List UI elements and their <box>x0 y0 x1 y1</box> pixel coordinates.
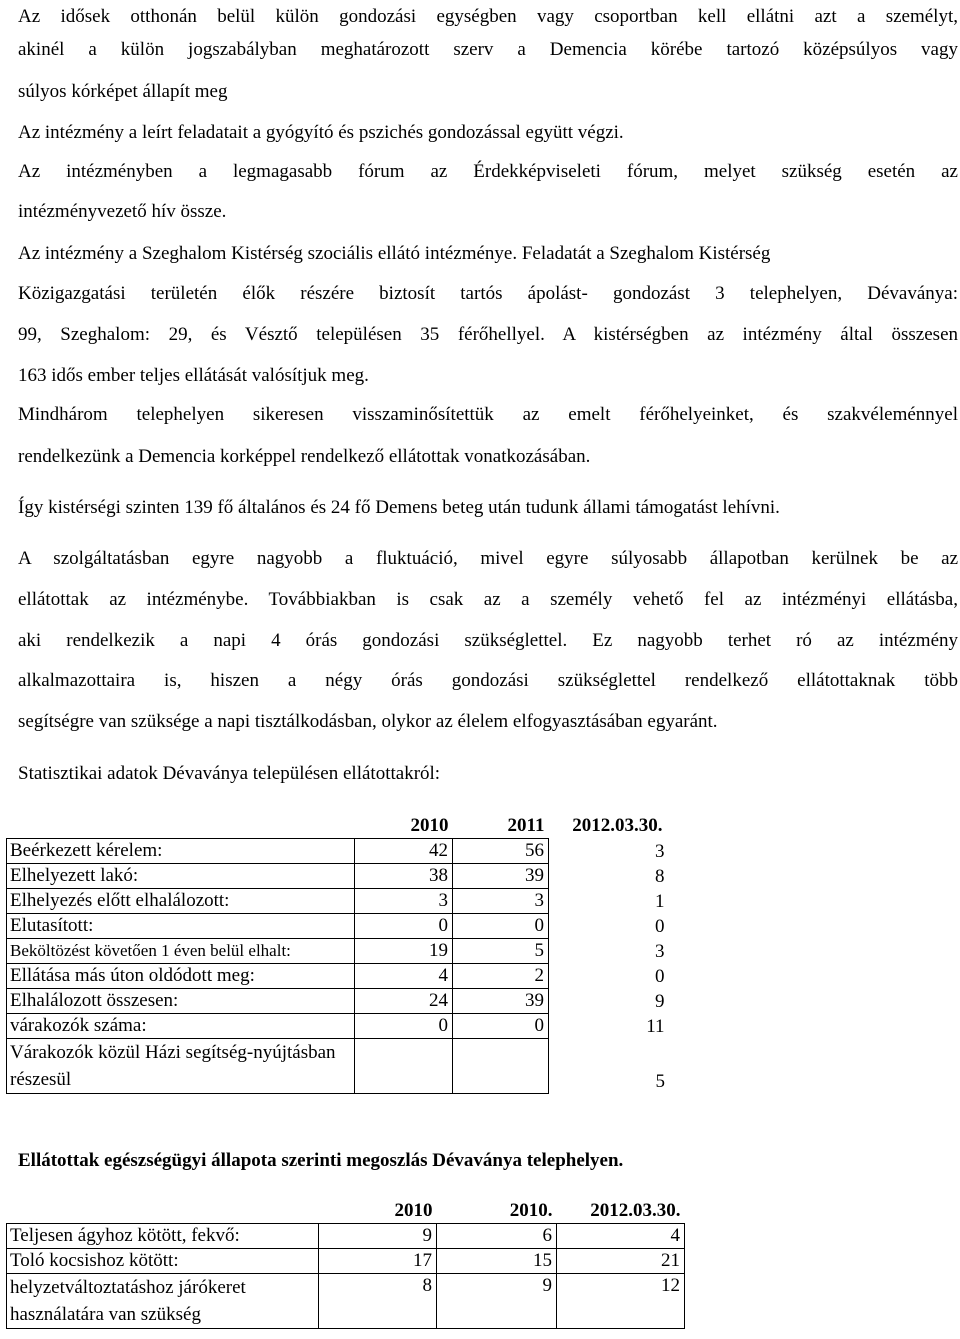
table-row <box>7 1014 668 1039</box>
table-row <box>7 1039 668 1094</box>
cell-value: 0 <box>655 915 665 937</box>
cell-value: 42 <box>355 839 453 864</box>
column-header: 2010 <box>394 1200 433 1221</box>
cell-value: 1 <box>655 890 665 912</box>
column-header: 2010. <box>509 1200 553 1221</box>
table-row <box>7 1249 685 1274</box>
column-header: 2010 <box>410 815 449 836</box>
column-header: 2012.03.30. <box>572 815 663 837</box>
cell-value: 15 <box>437 1249 557 1274</box>
cell-value: 17 <box>319 1249 437 1274</box>
cell-value: 56 <box>453 839 549 864</box>
cell-value: 8 <box>655 865 665 887</box>
paragraph-line: Mindhárom telephelyen sikeresen visszaminősítettük az emelt férőhelyeinket, és szakvéleménnyel <box>18 404 958 425</box>
cell-value: 5 <box>453 939 549 964</box>
row-label: Ellátása más úton oldódott meg: <box>7 964 355 989</box>
cell-value: 0 <box>453 1014 549 1039</box>
paragraph-line: Közigazgatási területén élők részére biztosít tartós ápolást- gondozást 3 telephelyen, Dévaványa: <box>18 283 958 304</box>
cell-value: 9 <box>319 1224 437 1249</box>
cell-value: 9 <box>437 1274 557 1329</box>
cell-value: 39 <box>453 864 549 889</box>
paragraph-line: Az intézményben a legmagasabb fórum az Érdekképviseleti fórum, melyet szükség esetén az <box>18 161 958 182</box>
cell-value: 3 <box>655 840 665 862</box>
paragraph-line: akinél a külön jogszabályban meghatározott szerv a Demencia körébe tartozó középsúlyos vagy <box>18 39 958 60</box>
cell-value: 38 <box>355 864 453 889</box>
paragraph-line: 99, Szeghalom: 29, és Vésztő településen 35 férőhellyel. A kistérségben az intézmény által összesen <box>18 324 958 345</box>
row-label: várakozók száma: <box>7 1014 355 1039</box>
table-row <box>7 889 668 914</box>
cell-value: 0 <box>355 914 453 939</box>
table-row <box>7 964 668 989</box>
paragraph-line: 163 idős ember teljes ellátását valósítjuk meg. <box>18 365 369 386</box>
table-header-row <box>7 814 668 839</box>
row-label: Teljesen ágyhoz kötött, fekvő: <box>7 1224 319 1249</box>
health-table <box>6 1199 685 1329</box>
cell-value: 19 <box>355 939 453 964</box>
cell-value <box>453 1039 549 1094</box>
paragraph-line: súlyos kórképet állapít meg <box>18 81 228 102</box>
row-label: Elhelyezés előtt elhalálozott: <box>7 889 355 914</box>
row-label: Beköltözést követően 1 éven belül elhalt: <box>7 939 355 964</box>
cell-value: 12 <box>557 1274 685 1329</box>
paragraph-line: segítségre van szüksége a napi tisztálkodásban, olykor az élelem elfogyasztásában egyaránt. <box>18 711 718 732</box>
paragraph-line: alkalmazottaira is, hiszen a négy órás gondozási szükséglettel rendelkező ellátottaknak több <box>18 670 958 691</box>
column-header: 2011 <box>507 815 545 836</box>
table-row <box>7 989 668 1014</box>
health-heading: Ellátottak egészségügyi állapota szerinti megoszlás Dévaványa telephelyen. <box>18 1150 624 1171</box>
cell-value: 3 <box>355 889 453 914</box>
cell-value: 0 <box>453 914 549 939</box>
cell-value: 21 <box>557 1249 685 1274</box>
cell-value: 9 <box>655 990 665 1012</box>
stats-table <box>6 814 668 1094</box>
cell-value: 4 <box>355 964 453 989</box>
paragraph-line: rendelkezünk a Demencia korképpel rendelkező ellátottak vonatkozásában. <box>18 446 591 467</box>
cell-value: 3 <box>655 940 665 962</box>
row-label: Várakozók közül Házi segítség-nyújtásban részesül <box>7 1039 355 1094</box>
row-label: Elhelyezett lakó: <box>7 864 355 889</box>
table-header-row <box>7 1199 685 1224</box>
paragraph-line: ellátottak az intézménybe. Továbbiakban is csak az a személy vehető fel az intézményi ellátásba, <box>18 589 958 610</box>
table-row <box>7 1224 685 1249</box>
paragraph-line: aki rendelkezik a napi 4 órás gondozási szükséglettel. Ez nagyobb terhet ró az intézmény <box>18 630 958 651</box>
paragraph-line: intézményvezető hív össze. <box>18 201 227 222</box>
cell-value <box>355 1039 453 1094</box>
cell-value: 0 <box>655 965 665 987</box>
row-label: Beérkezett kérelem: <box>7 839 355 864</box>
table-row <box>7 864 668 889</box>
cell-value: 2 <box>453 964 549 989</box>
stats-heading: Statisztikai adatok Dévaványa településen ellátottakról: <box>18 763 441 784</box>
cell-value: 5 <box>655 1070 665 1092</box>
cell-value: 24 <box>355 989 453 1014</box>
paragraph-line: Így kistérségi szinten 139 fő általános és 24 fő Demens beteg után tudunk állami támogatást lehívni. <box>18 497 780 518</box>
column-header: 2012.03.30. <box>590 1200 681 1221</box>
paragraph-line: Az idősek otthonán belül külön gondozási egységben vagy csoportban kell ellátni azt a személyt, <box>18 6 958 27</box>
cell-value: 4 <box>557 1224 685 1249</box>
paragraph-line: Az intézmény a leírt feladatait a gyógyító és pszichés gondozással együtt végzi. <box>18 122 624 143</box>
paragraph-line: Az intézmény a Szeghalom Kistérség szociális ellátó intézménye. Feladatát a Szeghalom Kistérség <box>18 243 771 264</box>
cell-value: 3 <box>453 889 549 914</box>
row-label: Toló kocsishoz kötött: <box>7 1249 319 1274</box>
table-row <box>7 914 668 939</box>
row-label: Elutasított: <box>7 914 355 939</box>
cell-value: 6 <box>437 1224 557 1249</box>
paragraph-line: A szolgáltatásban egyre nagyobb a fluktuáció, mivel egyre súlyosabb állapotban kerülnek be az <box>18 548 958 569</box>
cell-value: 0 <box>355 1014 453 1039</box>
cell-value: 39 <box>453 989 549 1014</box>
cell-value: 8 <box>319 1274 437 1329</box>
row-label: Elhalálozott összesen: <box>7 989 355 1014</box>
row-label: helyzetváltoztatáshoz járókeret használatára van szükség <box>7 1274 319 1329</box>
table-row <box>7 1274 685 1329</box>
table-row <box>7 839 668 864</box>
table-row <box>7 939 668 964</box>
cell-value: 11 <box>646 1015 665 1037</box>
